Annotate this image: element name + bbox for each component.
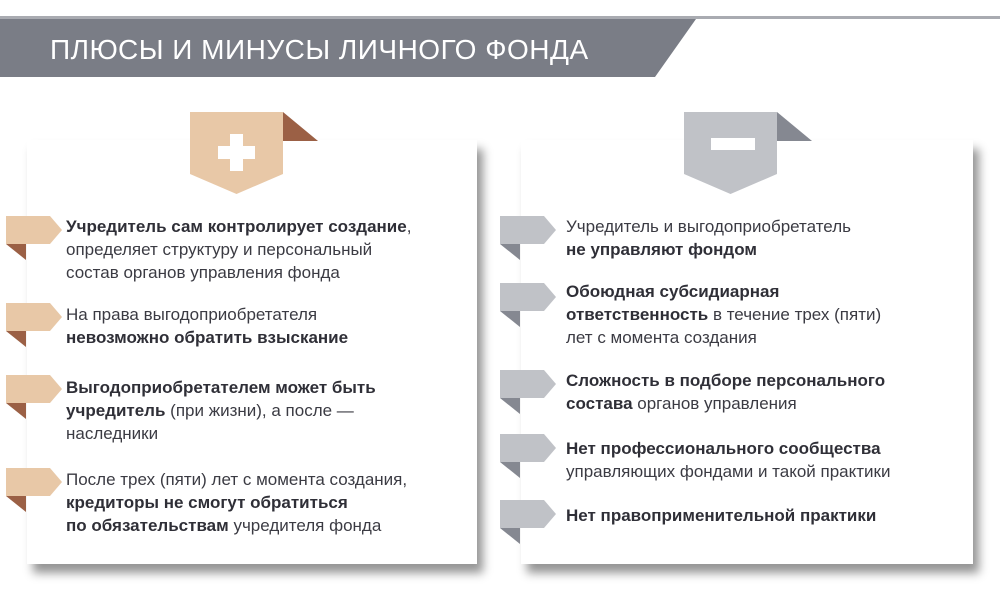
pros-item-text: [66, 303, 348, 349]
con-text-line: [566, 238, 851, 261]
plus-icon: [190, 112, 318, 194]
cons-item-text: [566, 215, 851, 261]
pro-bold-text: невозможно обратить взыскание: [66, 328, 349, 347]
con-regular-text: управляющих фондами и такой практики: [566, 462, 891, 481]
con-text-line: [566, 303, 881, 326]
pro-regular-text: учредителя фонда: [228, 516, 382, 535]
pro-regular-text: На права выгодоприобретателя: [66, 305, 318, 324]
con-text-line: [566, 280, 881, 303]
con-text-line: [566, 460, 890, 483]
con-bold-text: Нет профессионального сообщества: [566, 439, 881, 458]
pro-text-line: [66, 468, 407, 491]
con-regular-text: органов управления: [632, 394, 797, 413]
con-text-line: [566, 369, 885, 392]
pro-bold-text: учредитель: [66, 401, 166, 420]
pro-regular-text: (при жизни), а после —: [165, 401, 354, 420]
pro-text-line: [66, 238, 411, 261]
minus-badge: [684, 112, 812, 194]
pro-text-line: [66, 376, 376, 399]
con-text-line: [566, 215, 851, 238]
cons-item-text: [566, 280, 881, 349]
con-bold-text: ответственность: [566, 305, 709, 324]
con-text-line: [566, 392, 885, 415]
con-text-line: [566, 504, 876, 527]
pro-bold-text: кредиторы не смогут обратиться: [66, 493, 348, 512]
pro-text-line: [66, 491, 407, 514]
con-bold-text: не управляют фондом: [566, 240, 757, 259]
page-title: ПЛЮСЫ И МИНУСЫ ЛИЧНОГО ФОНДА: [50, 34, 589, 65]
pros-bullet-icon: [6, 468, 62, 512]
cons-item-text: [566, 369, 885, 415]
minus-icon: [684, 112, 812, 194]
con-text-line: [566, 326, 881, 349]
cons-bullet-icon: [500, 216, 556, 260]
pros-item-text: [66, 376, 376, 445]
cons-item-text: [566, 504, 876, 527]
pro-regular-text: наследники: [66, 424, 159, 443]
pros-item-text: [66, 215, 411, 284]
pro-regular-text: определяет структуру и персональный: [66, 240, 373, 259]
pros-item-text: [66, 468, 407, 537]
plus-badge: [190, 112, 318, 194]
cons-bullet-icon: [500, 500, 556, 544]
pros-bullet-icon: [6, 303, 62, 347]
con-bold-text: Нет правоприменительной практики: [566, 506, 877, 525]
pro-text-line: [66, 303, 348, 326]
pro-regular-text: ,: [406, 217, 412, 236]
pro-text-line: [66, 261, 411, 284]
con-bold-text: Обоюдная субсидиарная: [566, 282, 780, 301]
pro-bold-text: Учредитель сам контролирует создание: [66, 217, 407, 236]
pro-bold-text: Выгодоприобретателем может быть: [66, 378, 376, 397]
pros-bullet-icon: [6, 375, 62, 419]
cons-bullet-icon: [500, 283, 556, 327]
pro-text-line: [66, 326, 348, 349]
pros-bullet-icon: [6, 216, 62, 260]
pro-bold-text: по обязательствам: [66, 516, 229, 535]
con-regular-text: в течение трех (пяти): [708, 305, 882, 324]
pro-text-line: [66, 399, 376, 422]
cons-panel: [521, 140, 973, 564]
cons-item-text: [566, 437, 890, 483]
pro-regular-text: состав органов управления фонда: [66, 263, 340, 282]
con-regular-text: Учредитель и выгодоприобретатель: [566, 217, 851, 236]
con-regular-text: лет с момента создания: [566, 328, 757, 347]
cons-bullet-icon: [500, 370, 556, 414]
pro-text-line: [66, 215, 411, 238]
cons-bullet-icon: [500, 434, 556, 478]
con-bold-text: состава: [566, 394, 633, 413]
con-bold-text: Сложность в подборе персонального: [566, 371, 886, 390]
pro-text-line: [66, 514, 407, 537]
pro-regular-text: После трех (пяти) лет с момента создания,: [66, 470, 408, 489]
pro-text-line: [66, 422, 376, 445]
con-text-line: [566, 437, 890, 460]
